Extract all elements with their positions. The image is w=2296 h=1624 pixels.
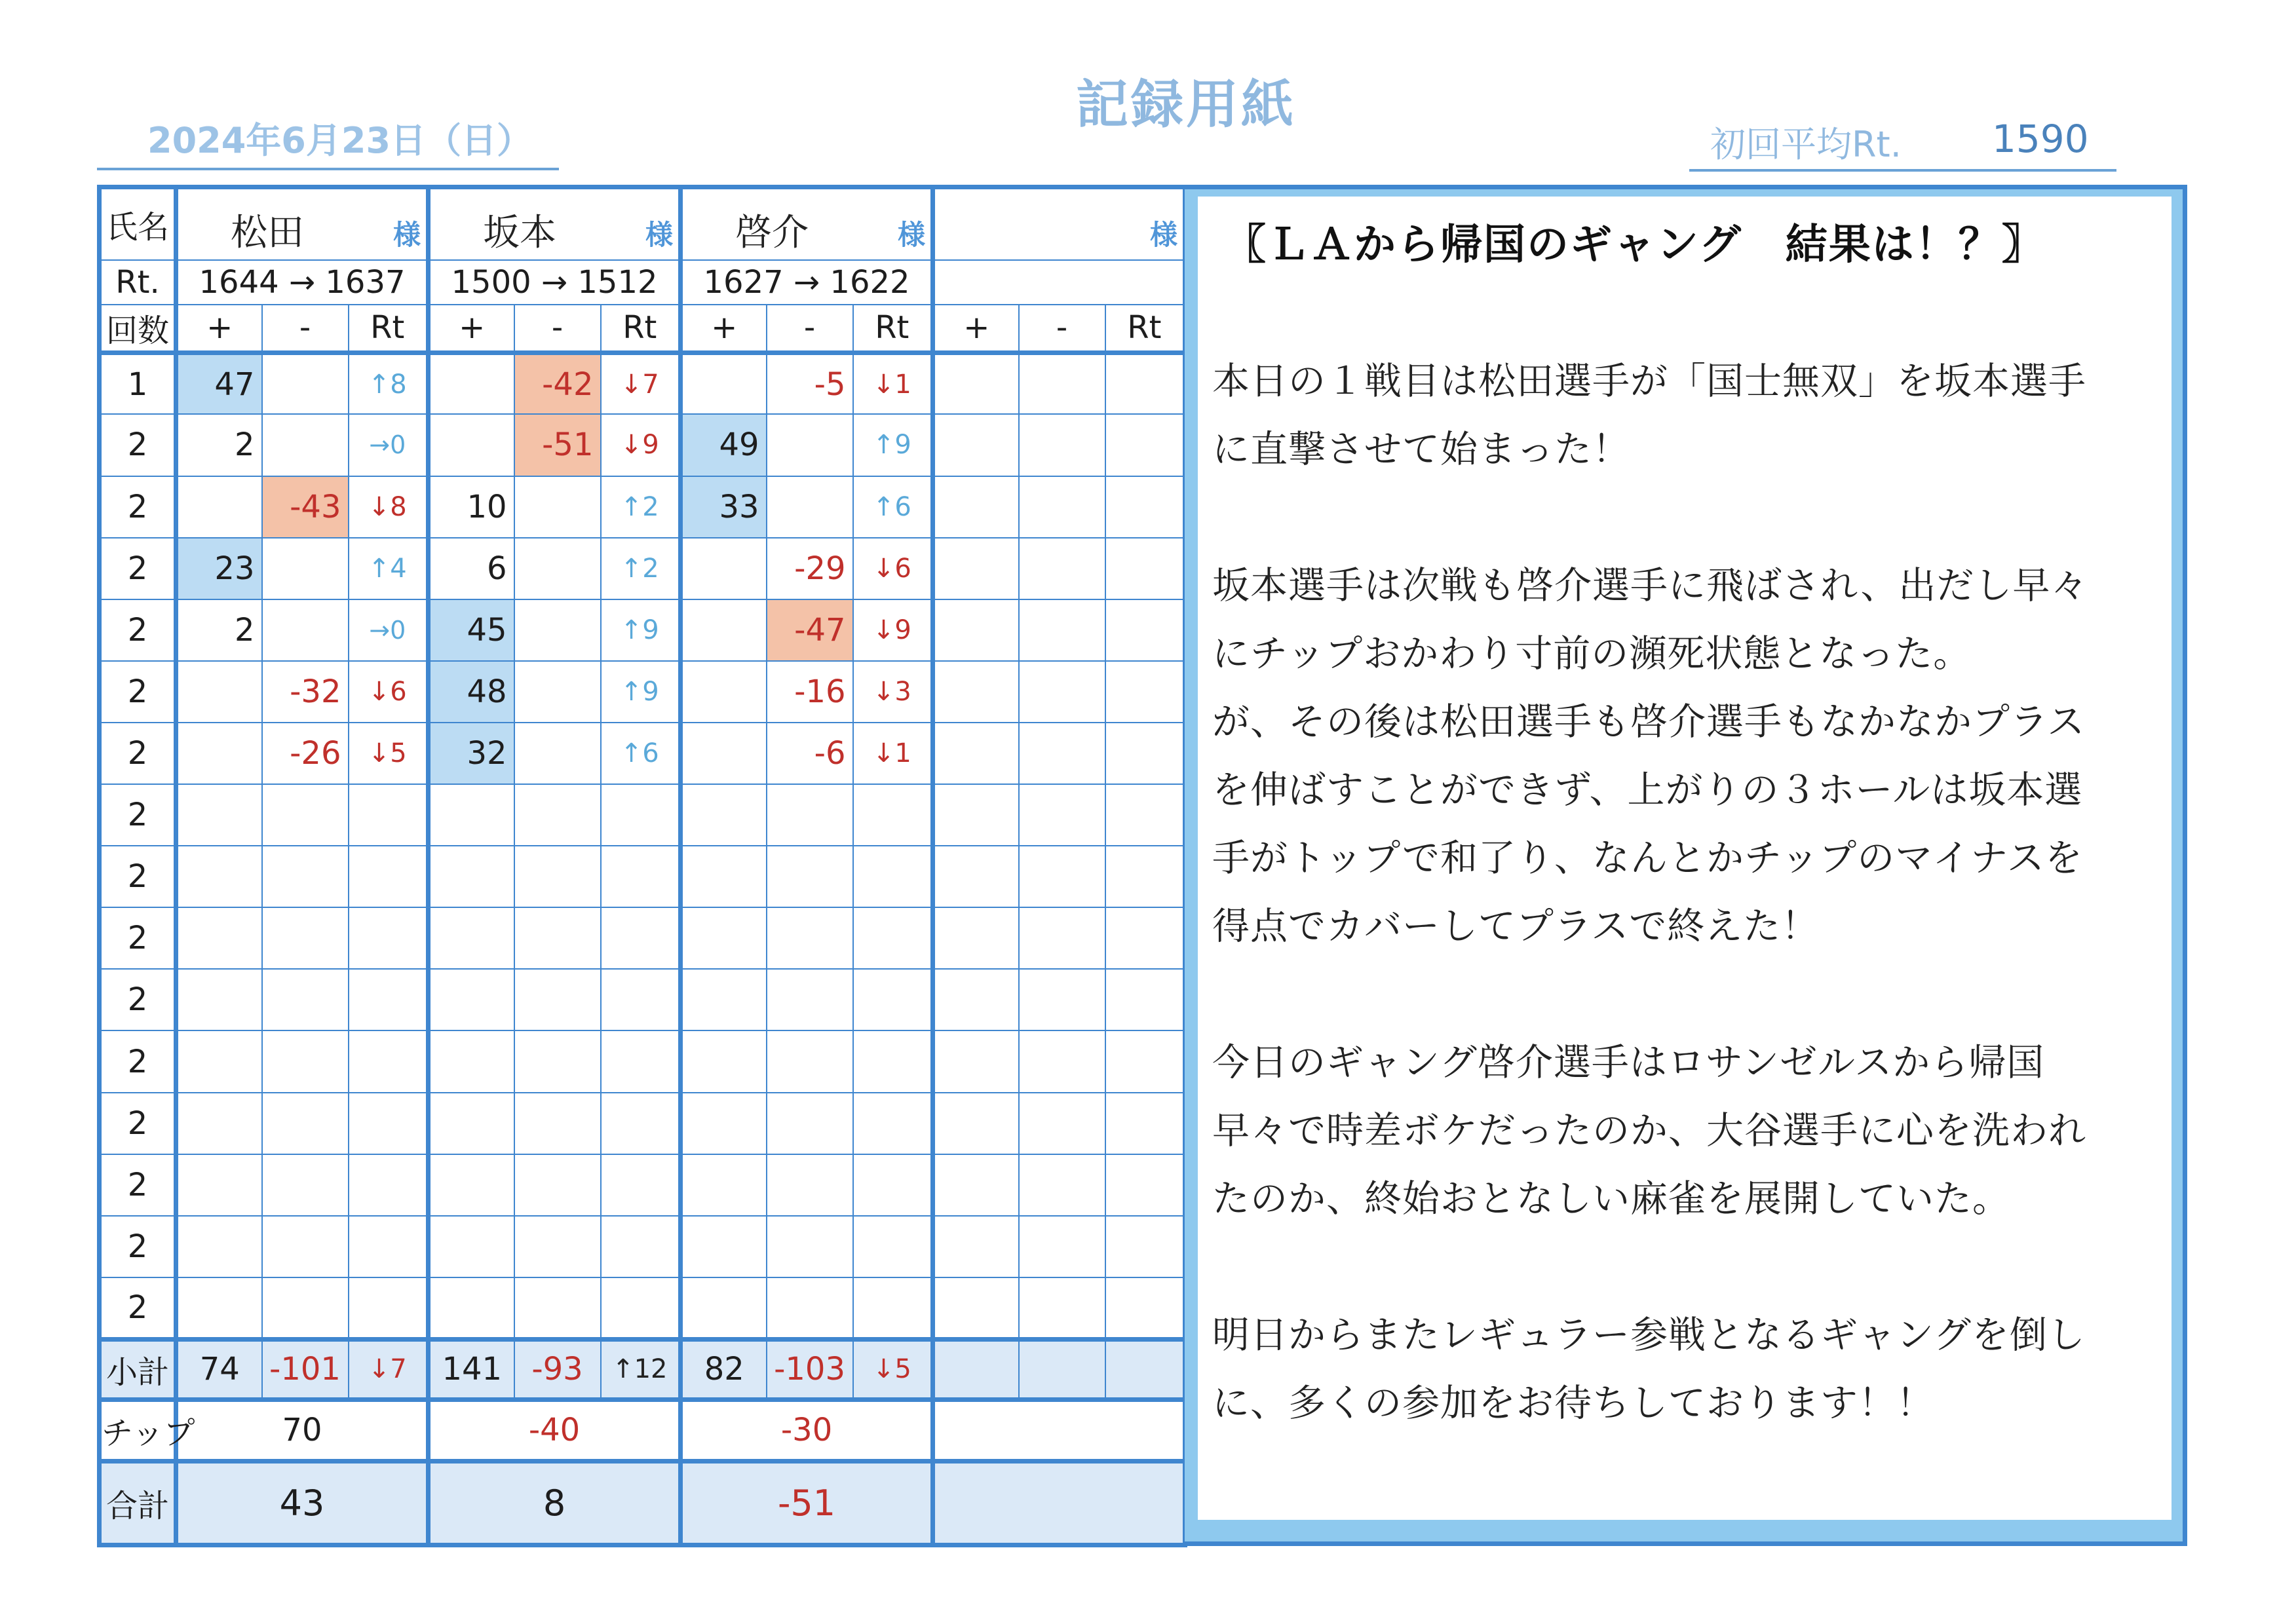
- score-cell: [681, 1093, 767, 1154]
- score-cell: [514, 1216, 601, 1277]
- score-cell: [767, 846, 853, 907]
- score-cell: [1105, 476, 1185, 538]
- score-cell: [349, 1216, 429, 1277]
- score-cell: [767, 784, 853, 846]
- round-row: [100, 723, 1185, 784]
- score-cell: [1105, 1277, 1185, 1339]
- chip-label: チップ: [100, 1399, 176, 1461]
- score-cell: [1105, 1216, 1185, 1277]
- honorific-label: 様: [1150, 218, 1178, 251]
- round-row: [100, 1093, 1185, 1154]
- score-cell: [1105, 352, 1185, 414]
- round-row: [100, 1030, 1185, 1092]
- total-cell: -51: [681, 1461, 933, 1545]
- round-number: 2: [100, 661, 176, 723]
- score-cell: [262, 1277, 349, 1339]
- score-cell: [176, 1216, 262, 1277]
- score-cell: [176, 1093, 262, 1154]
- score-cell: -5: [767, 352, 853, 414]
- score-cell: [514, 784, 601, 846]
- round-row: [100, 1216, 1185, 1277]
- score-cell: ↑9: [853, 414, 933, 476]
- score-cell: ↓1: [853, 723, 933, 784]
- score-cell: [1019, 414, 1105, 476]
- score-cell: -43: [262, 476, 349, 538]
- score-cell: [349, 784, 429, 846]
- honorific-label: 様: [898, 218, 926, 251]
- player-name: 啓介: [735, 212, 809, 254]
- score-cell: [1105, 1093, 1185, 1154]
- score-cell: ↑2: [601, 476, 681, 538]
- round-number: 2: [100, 1030, 176, 1092]
- score-cell: [176, 969, 262, 1030]
- score-cell: ↑6: [853, 476, 933, 538]
- score-cell: [681, 1277, 767, 1339]
- total-row: [100, 1461, 1185, 1545]
- subtotal-cell: ↓7: [349, 1339, 429, 1399]
- score-cell: ↑9: [601, 661, 681, 723]
- score-cell: ↓8: [349, 476, 429, 538]
- score-cell: ↓9: [601, 414, 681, 476]
- total-cell: [933, 1461, 1185, 1545]
- round-number: 2: [100, 1277, 176, 1339]
- score-cell: [262, 1030, 349, 1092]
- score-cell: 10: [429, 476, 514, 538]
- score-cell: [1019, 907, 1105, 969]
- total-cell: 43: [176, 1461, 429, 1545]
- score-cell: [1105, 538, 1185, 599]
- score-cell: [349, 1030, 429, 1092]
- score-cell: [853, 784, 933, 846]
- score-cell: ↑9: [601, 599, 681, 661]
- round-number: 2: [100, 784, 176, 846]
- score-cell: [681, 661, 767, 723]
- score-cell: [767, 1093, 853, 1154]
- round-row: [100, 846, 1185, 907]
- chip-row: [100, 1399, 1185, 1461]
- score-cell: [262, 414, 349, 476]
- score-cell: [429, 352, 514, 414]
- score-cell: ↑8: [349, 352, 429, 414]
- score-cell: [429, 784, 514, 846]
- comment-body: 本日の１戦目は松田選手が「国士無双」を坂本選手 に直撃させて始まった！ 坂本選手は次戦も啓介選手に飛ばされ、出だし早々 にチップおかわり寸前の瀕死状態となった。 が、その後は松田選手も啓介選手もなかなかプラス を伸ばすことができず、上がりの３ホールは坂本選 手がトップで和了り、なんとかチップのマイナスを 得点でカバーしてプラスで終えた！ 今日のギャング啓介選手はロサンゼルスから帰国 早々で時差ボケだったのか、大谷選手に心を洗われ たのか、終始おとなしい麻雀を展開していた。 明日からまたレギュラー参戦となるギャングを倒し に、多くの参加をお待ちしております！！: [1212, 360, 2089, 1425]
- comment-title: 〖ＬＡから帰国のギャング 結果は！？〗: [1224, 221, 2045, 269]
- score-cell: [262, 1093, 349, 1154]
- score-cell: [176, 1030, 262, 1092]
- column-header: -: [514, 305, 601, 353]
- score-cell: 45: [429, 599, 514, 661]
- subtotal-cell: 74: [176, 1339, 262, 1399]
- score-cell: [349, 1154, 429, 1216]
- score-cell: [933, 599, 1019, 661]
- column-header: Rt: [853, 305, 933, 353]
- column-header: -: [767, 305, 853, 353]
- score-cell: [429, 1216, 514, 1277]
- chip-cell: 70: [176, 1399, 429, 1461]
- score-cell: [514, 599, 601, 661]
- score-cell: ↑4: [349, 538, 429, 599]
- score-cell: [681, 1154, 767, 1216]
- score-cell: ↓3: [853, 661, 933, 723]
- date-underline: [97, 168, 559, 170]
- score-cell: [681, 538, 767, 599]
- score-cell: [933, 538, 1019, 599]
- score-cell: [349, 1277, 429, 1339]
- subtotal-cell: -103: [767, 1339, 853, 1399]
- subtotal-cell: 141: [429, 1339, 514, 1399]
- player-rating-range: 1644 → 1637: [176, 260, 429, 305]
- page-title: 記録用紙: [1076, 74, 1296, 135]
- score-cell: [349, 907, 429, 969]
- rating-row-label: Rt.: [100, 260, 176, 305]
- column-header: -: [1019, 305, 1105, 353]
- round-number: 2: [100, 846, 176, 907]
- score-cell: [262, 1216, 349, 1277]
- subtotal-row: [100, 1339, 1185, 1399]
- honorific-label: 様: [645, 218, 674, 251]
- round-number: 2: [100, 538, 176, 599]
- score-cell: [429, 1093, 514, 1154]
- score-cell: ↓1: [853, 352, 933, 414]
- score-cell: [514, 1277, 601, 1339]
- round-number: 2: [100, 599, 176, 661]
- score-cell: [1105, 969, 1185, 1030]
- score-cell: [514, 907, 601, 969]
- score-cell: -6: [767, 723, 853, 784]
- score-cell: [933, 784, 1019, 846]
- round-row: [100, 1154, 1185, 1216]
- column-header: +: [176, 305, 262, 353]
- score-cell: [176, 907, 262, 969]
- player-name: 坂本: [483, 212, 557, 254]
- score-cell: ↓6: [853, 538, 933, 599]
- score-cell: [853, 907, 933, 969]
- score-cell: [1019, 1277, 1105, 1339]
- score-cell: [1019, 1154, 1105, 1216]
- score-cell: [514, 661, 601, 723]
- score-cell: [176, 723, 262, 784]
- score-cell: 2: [176, 414, 262, 476]
- score-cell: [601, 1277, 681, 1339]
- score-cell: [1105, 1030, 1185, 1092]
- score-cell: [933, 661, 1019, 723]
- score-cell: [1019, 969, 1105, 1030]
- player-name-cell: [681, 187, 933, 260]
- score-cell: [514, 969, 601, 1030]
- score-cell: [1105, 414, 1185, 476]
- honorific-label: 様: [393, 218, 421, 251]
- score-cell: [853, 1216, 933, 1277]
- round-row: [100, 661, 1185, 723]
- score-cell: -32: [262, 661, 349, 723]
- score-cell: [1019, 661, 1105, 723]
- score-cell: [262, 352, 349, 414]
- subtotal-cell: -101: [262, 1339, 349, 1399]
- score-cell: 23: [176, 538, 262, 599]
- score-cell: [1105, 723, 1185, 784]
- score-cell: 47: [176, 352, 262, 414]
- round-number: 1: [100, 352, 176, 414]
- score-cell: ↓9: [853, 599, 933, 661]
- score-cell: -42: [514, 352, 601, 414]
- date-text: 2024年6月23日（日）: [147, 120, 533, 161]
- chip-cell: -40: [429, 1399, 681, 1461]
- chip-cell: -30: [681, 1399, 933, 1461]
- score-cell: 49: [681, 414, 767, 476]
- score-cell: [1105, 784, 1185, 846]
- score-cell: [767, 1277, 853, 1339]
- average-rating-value: 1590: [1992, 117, 2089, 161]
- subtotal-cell: [1019, 1339, 1105, 1399]
- score-cell: [176, 661, 262, 723]
- score-cell: [429, 846, 514, 907]
- score-cell: [767, 1154, 853, 1216]
- score-cell: [514, 1093, 601, 1154]
- column-header: Rt: [601, 305, 681, 353]
- score-cell: [1105, 661, 1185, 723]
- score-cell: [262, 907, 349, 969]
- rating-row: [100, 260, 1185, 305]
- score-cell: [1105, 907, 1185, 969]
- round-number: 2: [100, 1093, 176, 1154]
- score-cell: [1019, 1093, 1105, 1154]
- score-cell: [933, 1093, 1019, 1154]
- subtotal-label: 小計: [100, 1339, 176, 1399]
- score-cell: [601, 784, 681, 846]
- score-cell: [349, 969, 429, 1030]
- score-cell: [514, 1030, 601, 1092]
- score-cell: ↓6: [349, 661, 429, 723]
- round-row: [100, 476, 1185, 538]
- score-cell: ↑6: [601, 723, 681, 784]
- score-cell: [933, 1030, 1019, 1092]
- score-cell: →0: [349, 414, 429, 476]
- score-cell: [1105, 1154, 1185, 1216]
- round-number: 2: [100, 1154, 176, 1216]
- score-cell: [681, 846, 767, 907]
- column-header: +: [933, 305, 1019, 353]
- player-rating-range: 1500 → 1512: [429, 260, 681, 305]
- score-cell: ↓7: [601, 352, 681, 414]
- round-number: 2: [100, 969, 176, 1030]
- player-rating-range: [933, 260, 1185, 305]
- player-name: 松田: [231, 212, 304, 254]
- player-name-cell: [429, 187, 681, 260]
- column-header: Rt: [1105, 305, 1185, 353]
- score-cell: [601, 846, 681, 907]
- rounds-label: 回数: [100, 305, 176, 353]
- round-number: 2: [100, 723, 176, 784]
- score-cell: [514, 476, 601, 538]
- score-cell: [933, 723, 1019, 784]
- score-cell: [514, 538, 601, 599]
- score-cell: [514, 723, 601, 784]
- score-cell: [1019, 784, 1105, 846]
- score-cell: ↓5: [349, 723, 429, 784]
- score-cell: [681, 784, 767, 846]
- player-name-cell: [933, 187, 1185, 260]
- score-cell: -51: [514, 414, 601, 476]
- score-cell: [767, 1216, 853, 1277]
- score-cell: [767, 1030, 853, 1092]
- score-cell: [681, 599, 767, 661]
- round-row: [100, 1277, 1185, 1339]
- score-cell: [933, 1216, 1019, 1277]
- score-cell: [349, 846, 429, 907]
- score-cell: [262, 784, 349, 846]
- round-number: 2: [100, 907, 176, 969]
- score-cell: [933, 969, 1019, 1030]
- score-cell: [262, 846, 349, 907]
- score-cell: [1019, 846, 1105, 907]
- score-cell: [681, 352, 767, 414]
- score-cell: [933, 1154, 1019, 1216]
- average-rating-underline: [1689, 169, 2116, 172]
- score-cell: [853, 1030, 933, 1092]
- score-cell: [1105, 599, 1185, 661]
- subtotal-cell: [933, 1339, 1019, 1399]
- score-table: [97, 185, 1187, 1547]
- score-cell: [681, 1216, 767, 1277]
- score-cell: [429, 1277, 514, 1339]
- score-cell: [514, 1154, 601, 1216]
- score-cell: [681, 1030, 767, 1092]
- score-cell: [853, 1154, 933, 1216]
- round-number: 2: [100, 1216, 176, 1277]
- score-cell: 33: [681, 476, 767, 538]
- score-cell: [1019, 723, 1105, 784]
- round-row: [100, 599, 1185, 661]
- average-rating-label: 初回平均Rt.: [1710, 124, 1902, 165]
- round-row: [100, 907, 1185, 969]
- name-row: [100, 187, 1185, 260]
- subtotal-cell: ↓5: [853, 1339, 933, 1399]
- score-cell: [601, 1030, 681, 1092]
- score-cell: [767, 907, 853, 969]
- score-cell: [349, 1093, 429, 1154]
- score-cell: 32: [429, 723, 514, 784]
- player-rating-range: 1627 → 1622: [681, 260, 933, 305]
- score-cell: [601, 1093, 681, 1154]
- round-row: [100, 414, 1185, 476]
- score-cell: 6: [429, 538, 514, 599]
- name-row-label: 氏名: [100, 187, 176, 260]
- subtotal-cell: -93: [514, 1339, 601, 1399]
- score-cell: [933, 1277, 1019, 1339]
- column-header: +: [681, 305, 767, 353]
- score-cell: [176, 784, 262, 846]
- score-cell: [767, 969, 853, 1030]
- score-cell: [429, 907, 514, 969]
- score-cell: [681, 907, 767, 969]
- subtotal-cell: [1105, 1339, 1185, 1399]
- round-row: [100, 784, 1185, 846]
- score-cell: [176, 846, 262, 907]
- score-cell: 48: [429, 661, 514, 723]
- score-cell: [933, 476, 1019, 538]
- score-cell: [514, 846, 601, 907]
- score-cell: -29: [767, 538, 853, 599]
- score-cell: [1105, 846, 1185, 907]
- score-cell: [1019, 352, 1105, 414]
- score-cell: [429, 969, 514, 1030]
- score-cell: [767, 476, 853, 538]
- total-cell: 8: [429, 1461, 681, 1545]
- player-name-cell: [176, 187, 429, 260]
- score-cell: [681, 969, 767, 1030]
- total-label: 合計: [100, 1461, 176, 1545]
- score-cell: ↑2: [601, 538, 681, 599]
- score-cell: [262, 599, 349, 661]
- column-header: +: [429, 305, 514, 353]
- round-row: [100, 969, 1185, 1030]
- score-cell: [176, 1154, 262, 1216]
- score-cell: [1019, 1030, 1105, 1092]
- score-cell: [176, 1277, 262, 1339]
- subtotal-cell: ↑12: [601, 1339, 681, 1399]
- score-cell: -26: [262, 723, 349, 784]
- score-cell: [601, 1154, 681, 1216]
- score-cell: [767, 414, 853, 476]
- score-cell: [262, 969, 349, 1030]
- chip-cell: [933, 1399, 1185, 1461]
- score-cell: [853, 846, 933, 907]
- score-cell: [933, 846, 1019, 907]
- score-cell: [262, 1154, 349, 1216]
- score-cell: [429, 1154, 514, 1216]
- score-cell: [429, 414, 514, 476]
- score-cell: [853, 969, 933, 1030]
- column-header-row: [100, 305, 1185, 353]
- score-cell: 2: [176, 599, 262, 661]
- subtotal-cell: 82: [681, 1339, 767, 1399]
- round-number: 2: [100, 414, 176, 476]
- score-cell: -47: [767, 599, 853, 661]
- score-cell: [1019, 1216, 1105, 1277]
- score-cell: [1019, 599, 1105, 661]
- column-header: -: [262, 305, 349, 353]
- round-row: [100, 352, 1185, 414]
- score-cell: [176, 476, 262, 538]
- score-cell: [601, 1216, 681, 1277]
- score-cell: [1019, 538, 1105, 599]
- score-cell: [429, 1030, 514, 1092]
- score-cell: -16: [767, 661, 853, 723]
- score-cell: [853, 1093, 933, 1154]
- score-cell: →0: [349, 599, 429, 661]
- score-cell: [1019, 476, 1105, 538]
- score-cell: [933, 352, 1019, 414]
- score-cell: [853, 1277, 933, 1339]
- round-number: 2: [100, 476, 176, 538]
- score-cell: [601, 907, 681, 969]
- score-cell: [933, 907, 1019, 969]
- score-cell: [681, 723, 767, 784]
- score-cell: [262, 538, 349, 599]
- round-row: [100, 538, 1185, 599]
- score-cell: [933, 414, 1019, 476]
- column-header: Rt: [349, 305, 429, 353]
- score-cell: [601, 969, 681, 1030]
